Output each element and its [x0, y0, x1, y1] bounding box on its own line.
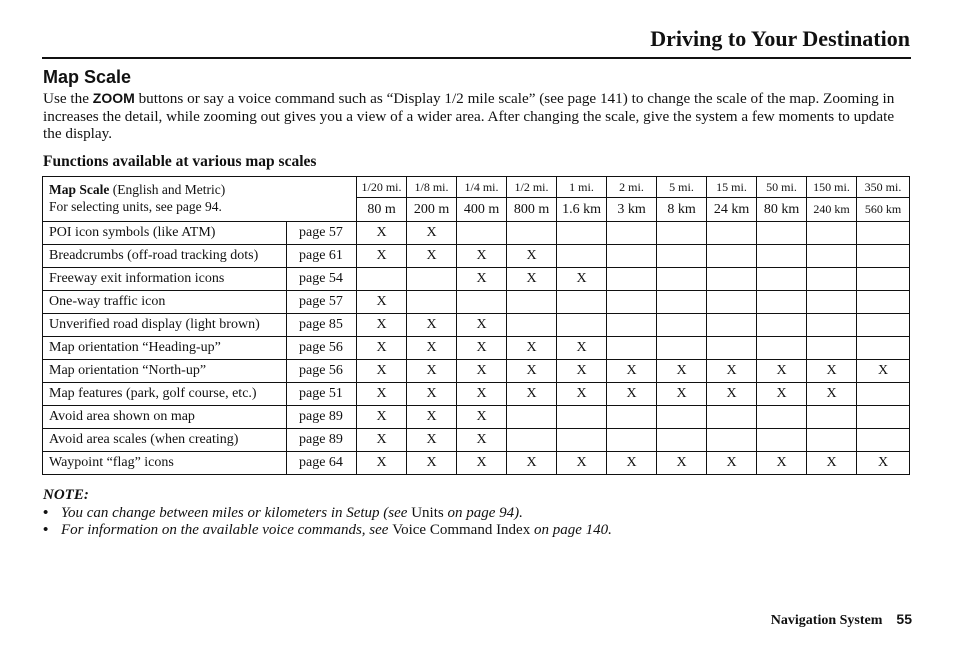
note-text [61, 505, 523, 523]
page-number: 55 [896, 611, 912, 627]
availability-mark-cell [557, 429, 607, 452]
mile-scale-cell: 1/4 mi. [457, 177, 507, 198]
availability-mark-cell [707, 222, 757, 245]
availability-mark-cell [407, 268, 457, 291]
page-reference-cell: page 64 [287, 452, 357, 475]
availability-mark-cell: X [557, 268, 607, 291]
table-row [43, 360, 910, 383]
page-reference-cell: page 56 [287, 337, 357, 360]
metric-scale-cell: 1.6 km [557, 198, 607, 222]
availability-mark-cell: X [407, 452, 457, 475]
mile-scale-cell: 2 mi. [607, 177, 657, 198]
units-reference: For selecting units, see page 94. [49, 199, 222, 214]
availability-mark-cell [607, 222, 657, 245]
page-reference-cell: page 57 [287, 291, 357, 314]
metric-scale-cell: 80 m [357, 198, 407, 222]
availability-mark-cell: X [407, 222, 457, 245]
page-reference-cell: page 61 [287, 245, 357, 268]
availability-mark-cell [507, 222, 557, 245]
mile-scale-cell: 50 mi. [757, 177, 807, 198]
page-reference-cell: page 54 [287, 268, 357, 291]
availability-mark-cell: X [407, 360, 457, 383]
availability-mark-cell: X [457, 383, 507, 406]
map-scale-heading-note: (English and Metric) [109, 182, 226, 197]
availability-mark-cell: X [457, 245, 507, 268]
intro-paragraph [43, 90, 913, 143]
header-divider [42, 57, 911, 59]
section-title: Map Scale [43, 67, 132, 87]
table-row [43, 314, 910, 337]
availability-mark-cell [757, 222, 807, 245]
note-title: NOTE: [43, 487, 89, 503]
availability-mark-cell [757, 314, 807, 337]
availability-mark-cell: X [457, 314, 507, 337]
availability-mark-cell [807, 291, 857, 314]
table-row [43, 429, 910, 452]
availability-mark-cell: X [857, 360, 910, 383]
page-header-title: Driving to Your Destination [650, 26, 910, 51]
note-text-part: You can change between miles or kilometers in Setup (see [61, 504, 412, 521]
availability-mark-cell [657, 406, 707, 429]
availability-mark-cell: X [557, 337, 607, 360]
availability-mark-cell [657, 314, 707, 337]
intro-text-start: Use the [43, 90, 93, 107]
availability-mark-cell [457, 291, 507, 314]
availability-mark-cell [607, 406, 657, 429]
availability-mark-cell: X [357, 383, 407, 406]
availability-mark-cell [507, 406, 557, 429]
metric-scale-cell: 400 m [457, 198, 507, 222]
page-reference-cell: page 85 [287, 314, 357, 337]
availability-mark-cell: X [607, 452, 657, 475]
availability-mark-cell: X [407, 245, 457, 268]
availability-mark-cell [757, 429, 807, 452]
metric-scale-cell: 8 km [657, 198, 707, 222]
availability-mark-cell [407, 291, 457, 314]
availability-mark-cell [707, 429, 757, 452]
table-row [43, 222, 910, 245]
availability-mark-cell [857, 429, 910, 452]
availability-mark-cell [757, 291, 807, 314]
availability-mark-cell: X [457, 429, 507, 452]
availability-mark-cell: X [557, 452, 607, 475]
feature-name-cell: Map features (park, golf course, etc.) [43, 383, 287, 406]
feature-name-cell: Avoid area scales (when creating) [43, 429, 287, 452]
availability-mark-cell [507, 429, 557, 452]
page-reference-cell: page 56 [287, 360, 357, 383]
availability-mark-cell: X [757, 383, 807, 406]
mile-scale-row [43, 177, 910, 198]
availability-mark-cell [607, 314, 657, 337]
availability-mark-cell [607, 245, 657, 268]
bullet: • [43, 522, 49, 538]
availability-mark-cell [557, 245, 607, 268]
availability-mark-cell: X [357, 222, 407, 245]
page-reference-cell: page 57 [287, 222, 357, 245]
availability-mark-cell [857, 383, 910, 406]
availability-mark-cell [557, 406, 607, 429]
voice-command-index-reference: Voice Command Index [392, 522, 531, 538]
availability-mark-cell: X [707, 360, 757, 383]
availability-mark-cell: X [807, 360, 857, 383]
availability-mark-cell: X [707, 452, 757, 475]
metric-scale-cell: 80 km [757, 198, 807, 222]
availability-mark-cell [457, 222, 507, 245]
availability-mark-cell: X [357, 360, 407, 383]
page-reference-cell: page 51 [287, 383, 357, 406]
map-scale-table [42, 176, 910, 475]
availability-mark-cell [507, 291, 557, 314]
feature-name-cell: Breadcrumbs (off-road tracking dots) [43, 245, 287, 268]
availability-mark-cell: X [407, 429, 457, 452]
availability-mark-cell [657, 291, 707, 314]
feature-name-cell: Waypoint “flag” icons [43, 452, 287, 475]
availability-mark-cell [607, 429, 657, 452]
availability-mark-cell [807, 222, 857, 245]
availability-mark-cell: X [357, 429, 407, 452]
table-row [43, 406, 910, 429]
availability-mark-cell: X [807, 383, 857, 406]
availability-mark-cell [357, 268, 407, 291]
availability-mark-cell: X [507, 452, 557, 475]
availability-mark-cell: X [507, 268, 557, 291]
table-row [43, 337, 910, 360]
note-text-part: on page 94). [443, 504, 523, 521]
availability-mark-cell: X [357, 406, 407, 429]
availability-mark-cell [857, 268, 910, 291]
availability-mark-cell [557, 291, 607, 314]
availability-mark-cell [857, 337, 910, 360]
availability-mark-cell [557, 222, 607, 245]
availability-mark-cell: X [457, 406, 507, 429]
metric-scale-cell: 200 m [407, 198, 457, 222]
availability-mark-cell: X [357, 452, 407, 475]
table-row [43, 383, 910, 406]
availability-mark-cell [857, 291, 910, 314]
availability-mark-cell: X [407, 337, 457, 360]
feature-name-cell: Map orientation “North-up” [43, 360, 287, 383]
availability-mark-cell [657, 222, 707, 245]
availability-mark-cell [757, 406, 807, 429]
availability-mark-cell [707, 291, 757, 314]
availability-mark-cell: X [657, 360, 707, 383]
availability-mark-cell [657, 337, 707, 360]
mile-scale-cell: 1/20 mi. [357, 177, 407, 198]
availability-mark-cell: X [707, 383, 757, 406]
availability-mark-cell: X [607, 360, 657, 383]
page-reference-cell: page 89 [287, 406, 357, 429]
table-row [43, 291, 910, 314]
note-text [61, 522, 612, 540]
table-row [43, 268, 910, 291]
availability-mark-cell: X [557, 360, 607, 383]
units-reference-link: Units [411, 504, 444, 521]
bullet: • [43, 504, 49, 521]
availability-mark-cell [707, 406, 757, 429]
availability-mark-cell: X [457, 337, 507, 360]
metric-scale-cell: 24 km [707, 198, 757, 222]
availability-mark-cell [607, 268, 657, 291]
availability-mark-cell [557, 314, 607, 337]
availability-mark-cell: X [457, 452, 507, 475]
availability-mark-cell [507, 314, 557, 337]
mile-scale-cell: 150 mi. [807, 177, 857, 198]
availability-mark-cell [707, 314, 757, 337]
note-text-part: For information on the available voice commands, see [61, 522, 393, 538]
mile-scale-cell: 350 mi. [857, 177, 910, 198]
availability-mark-cell: X [657, 452, 707, 475]
availability-mark-cell [607, 291, 657, 314]
zoom-button-label: ZOOM [92, 90, 135, 106]
availability-mark-cell: X [357, 314, 407, 337]
feature-name-cell: Unverified road display (light brown) [43, 314, 287, 337]
mile-scale-cell: 15 mi. [707, 177, 757, 198]
metric-scale-cell: 560 km [857, 198, 910, 222]
availability-mark-cell [857, 406, 910, 429]
availability-mark-cell [657, 429, 707, 452]
availability-mark-cell [807, 245, 857, 268]
availability-mark-cell: X [507, 337, 557, 360]
availability-mark-cell [807, 268, 857, 291]
availability-mark-cell [757, 268, 807, 291]
availability-mark-cell [807, 429, 857, 452]
availability-mark-cell [707, 268, 757, 291]
availability-mark-cell: X [357, 337, 407, 360]
mile-scale-cell: 1/8 mi. [407, 177, 457, 198]
availability-mark-cell: X [457, 268, 507, 291]
availability-mark-cell: X [757, 360, 807, 383]
metric-scale-cell: 800 m [507, 198, 557, 222]
metric-scale-cell: 240 km [807, 198, 857, 222]
availability-mark-cell [807, 406, 857, 429]
feature-name-cell: POI icon symbols (like ATM) [43, 222, 287, 245]
feature-name-cell: Freeway exit information icons [43, 268, 287, 291]
availability-mark-cell: X [557, 383, 607, 406]
note-item [43, 522, 913, 540]
availability-mark-cell [657, 268, 707, 291]
availability-mark-cell: X [407, 383, 457, 406]
page-reference-cell: page 89 [287, 429, 357, 452]
feature-name-cell: Avoid area shown on map [43, 406, 287, 429]
availability-mark-cell [807, 337, 857, 360]
feature-name-cell: One-way traffic icon [43, 291, 287, 314]
intro-text-end: buttons or say a voice command such as “Display 1/2 mile scale” (see page 141) to change the scale of the map. Zooming in increases the detail, while zooming out gives you a view of a wider area. After changing the scale, give the system a few moments to update the display. [43, 90, 895, 142]
table-caption: Functions available at various map scales [43, 153, 317, 170]
availability-mark-cell: X [757, 452, 807, 475]
availability-mark-cell [857, 222, 910, 245]
availability-mark-cell: X [357, 291, 407, 314]
footer-label: Navigation System [770, 613, 883, 628]
table-row [43, 245, 910, 268]
availability-mark-cell: X [657, 383, 707, 406]
availability-mark-cell: X [807, 452, 857, 475]
mile-scale-cell: 1/2 mi. [507, 177, 557, 198]
availability-mark-cell: X [457, 360, 507, 383]
table-row [43, 452, 910, 475]
availability-mark-cell: X [507, 383, 557, 406]
availability-mark-cell: X [607, 383, 657, 406]
availability-mark-cell [857, 245, 910, 268]
availability-mark-cell [707, 245, 757, 268]
availability-mark-cell: X [857, 452, 910, 475]
availability-mark-cell [707, 337, 757, 360]
availability-mark-cell [757, 337, 807, 360]
availability-mark-cell [857, 314, 910, 337]
availability-mark-cell [607, 337, 657, 360]
note-block [43, 487, 913, 540]
table-header-cell [43, 177, 357, 222]
availability-mark-cell [757, 245, 807, 268]
map-scale-heading: Map Scale [49, 182, 110, 197]
availability-mark-cell: X [507, 360, 557, 383]
availability-mark-cell: X [507, 245, 557, 268]
availability-mark-cell: X [357, 245, 407, 268]
note-item [43, 505, 913, 523]
mile-scale-cell: 1 mi. [557, 177, 607, 198]
feature-name-cell: Map orientation “Heading-up” [43, 337, 287, 360]
metric-scale-cell: 3 km [607, 198, 657, 222]
availability-mark-cell [657, 245, 707, 268]
mile-scale-cell: 5 mi. [657, 177, 707, 198]
note-text-part: on page 140. [530, 522, 612, 538]
availability-mark-cell: X [407, 406, 457, 429]
availability-mark-cell [807, 314, 857, 337]
page-footer [771, 611, 912, 629]
availability-mark-cell: X [407, 314, 457, 337]
